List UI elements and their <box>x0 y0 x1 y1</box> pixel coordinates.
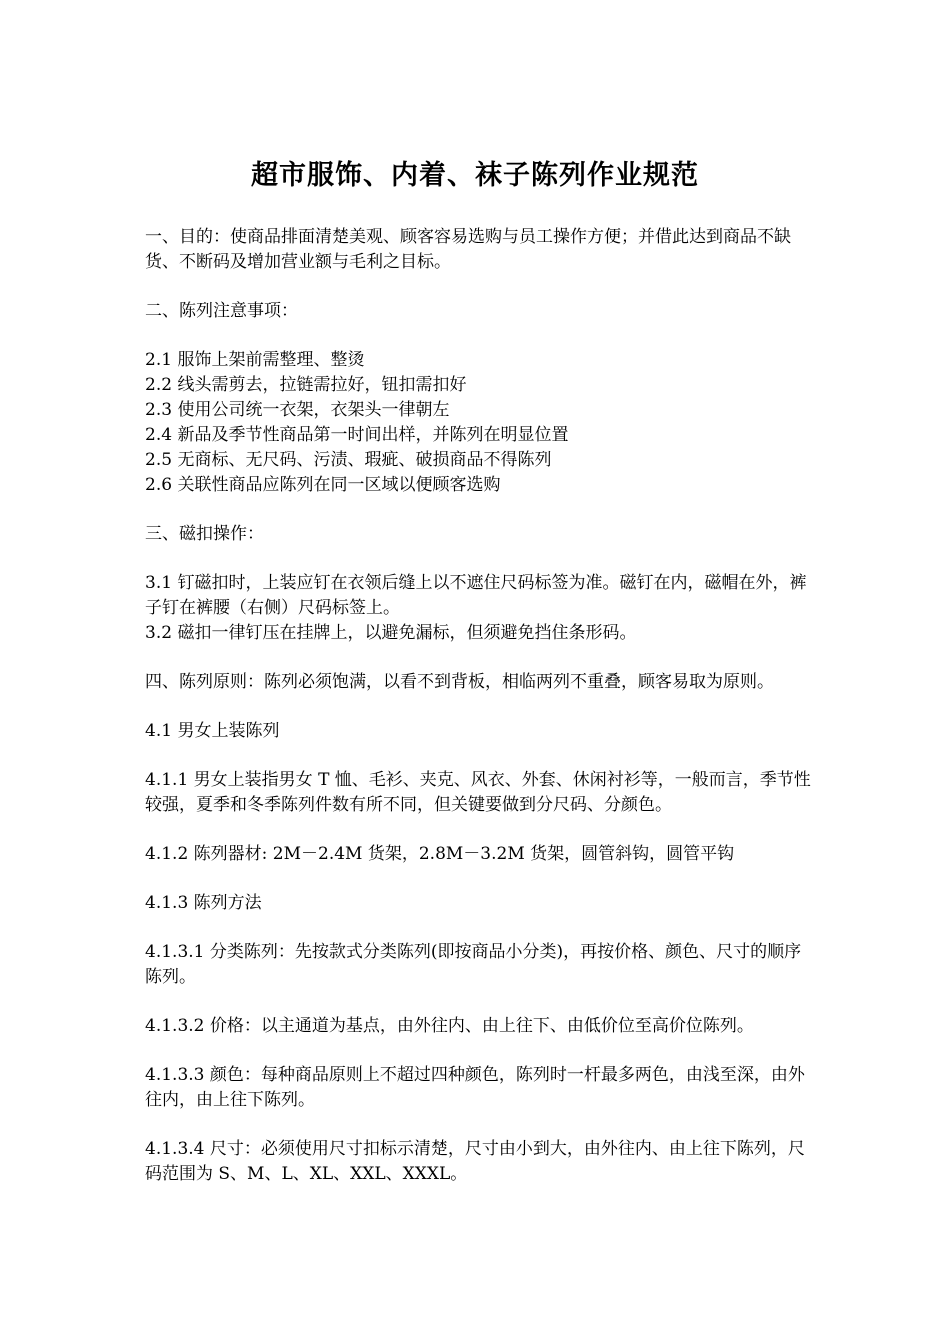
paragraph-gap <box>145 646 813 670</box>
list-item: 2.4 新品及季节性商品第一时间出样，并陈列在明显位置 <box>145 425 569 445</box>
section-heading-display-principles: 四、陈列原则：陈列必须饱满，以看不到背板，相临两列不重叠，顾客易取为原则。 <box>145 672 774 692</box>
paragraph-gap <box>145 695 813 719</box>
list-item: 2.5 无商标、无尺码、污渍、瑕疵、破损商品不得陈列 <box>145 450 552 470</box>
list-item: 4.1.1 男女上装指男女 T 恤、毛衫、夹克、风衣、外套、休闲衬衫等，一般而言，季节性较强，夏季和冬季陈列件数有所不同，但关键要做到分尺码、分颜色。 <box>145 770 811 815</box>
paragraph-gap <box>145 275 813 299</box>
paragraph-gap <box>145 990 813 1014</box>
document-body <box>145 225 813 1187</box>
paragraph-gap <box>145 498 813 522</box>
list-item: 4.1.3.2 价格：以主通道为基点，由外往内、由上往下、由低价位至高价位陈列。 <box>145 1016 754 1036</box>
paragraph-purpose: 一、目的：使商品排面清楚美观、顾客容易选购与员工操作方便；并借此达到商品不缺货、不断码及增加营业额与毛利之目标。 <box>145 227 791 272</box>
section-heading-display-notes: 二、陈列注意事项： <box>145 301 298 321</box>
list-item: 2.3 使用公司统一衣架，衣架头一律朝左 <box>145 400 450 420</box>
section-heading-magnetic-tag: 三、磁扣操作： <box>145 524 264 544</box>
list-item: 3.2 磁扣一律钉压在挂牌上，以避免漏标，但须避免挡住条形码。 <box>145 623 637 643</box>
paragraph-gap <box>145 324 813 348</box>
list-item: 4.1.3.4 尺寸：必须使用尺寸扣标示清楚，尺寸由小到大，由外往内、由上往下陈列，尺码范围为 S、M、L、XL、XXL、XXXL。 <box>145 1139 805 1184</box>
paragraph-gap <box>145 867 813 891</box>
document-title: 超市服饰、内着、袜子陈列作业规范 <box>251 160 699 191</box>
list-item: 2.2 线头需剪去，拉链需拉好，钮扣需扣好 <box>145 375 467 395</box>
paragraph-gap <box>145 547 813 571</box>
list-item: 3.1 钉磁扣时，上装应钉在衣领后缝上以不遮住尺码标签为准。磁钉在内，磁帽在外，裤子钉在裤腰（右侧）尺码标签上。 <box>145 573 807 618</box>
paragraph-gap <box>145 1113 813 1137</box>
list-item: 4.1.2 陈列器材: 2M－2.4M 货架，2.8M－3.2M 货架，圆管斜钩，圆管平钩 <box>145 844 735 864</box>
subsection-heading: 4.1.3 陈列方法 <box>145 893 262 913</box>
paragraph-gap <box>145 818 813 842</box>
paragraph-gap <box>145 744 813 768</box>
subsection-heading: 4.1 男女上装陈列 <box>145 721 280 741</box>
paragraph-gap <box>145 916 813 940</box>
list-item: 4.1.3.3 颜色：每种商品原则上不超过四种颜色，陈列时一杆最多两色，由浅至深，由外往内，由上往下陈列。 <box>145 1065 805 1110</box>
paragraph-gap <box>145 1039 813 1063</box>
list-item: 4.1.3.1 分类陈列：先按款式分类陈列(即按商品小分类)，再按价格、颜色、尺寸的顺序陈列。 <box>145 942 802 987</box>
list-item: 2.6 关联性商品应陈列在同一区域以便顾客选购 <box>145 475 501 495</box>
list-item: 2.1 服饰上架前需整理、整烫 <box>145 350 365 370</box>
